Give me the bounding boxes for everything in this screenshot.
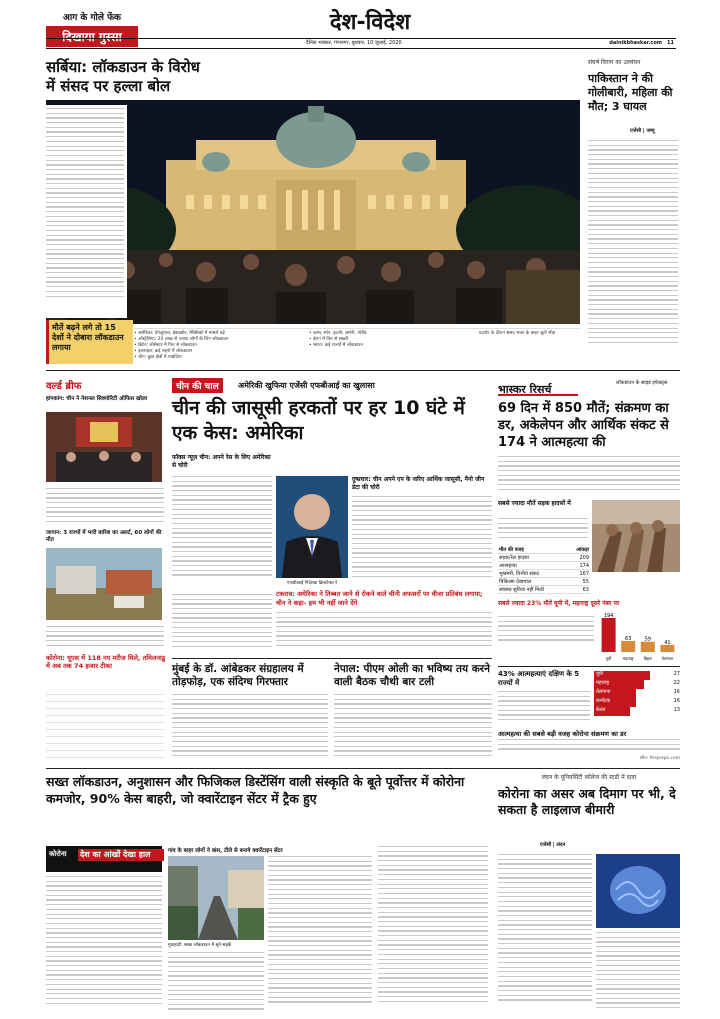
corona-tag-line2: देश का आंखों देखा हाल	[78, 849, 164, 861]
pakistan-byline: एजेंसी | जम्मू	[630, 128, 655, 134]
corona-fear-line: आत्महत्या की सबसे बड़ी वजह कोरोना संक्रमण का डर	[498, 730, 627, 738]
bar-value-label: 41	[664, 639, 671, 646]
suicide-box-title: 43% आत्महत्याएं दक्षिण के 5 राज्यों में	[498, 670, 580, 687]
promo-line1: आग के गोले फेंक	[63, 13, 121, 23]
china-body-col4	[276, 612, 492, 654]
serbia-photo-caption: प्रदर्शन के दौरान संसद भवन के बाहर जुटी भीड़	[479, 331, 556, 336]
guwahati-photo	[168, 856, 264, 940]
pakistan-body-text	[588, 140, 678, 365]
corona-fear-text	[498, 739, 680, 753]
bullet-item: • ऑस्ट्रेलिया: 20 लाख से ज्यादा लोगों के लिए लॉकडाउन	[134, 337, 229, 342]
china-tag: चीन की चाल	[172, 378, 223, 393]
suicide-box-text	[498, 691, 590, 727]
table-cell: 209	[568, 554, 590, 562]
fbi-photo-caption: एफबीआई निदेशक क्रिस्टोफर रे	[286, 581, 338, 586]
list-item: कर्नाटक 16	[594, 698, 680, 707]
bullet-item: • अमेरिका: वेनेजुएला, ईक्वाडोर, मैक्सिको में मामले बढ़े	[134, 331, 225, 336]
china-kicker: अमेरिकी खुफिया एजेंसी एफबीआई का खुलासा	[238, 381, 375, 390]
mumbai-headline: मुंबई के डॉ. आंबेडकर संग्रहालय में तोड़फोड़, एक संदिग्ध गिरफ्तार	[172, 663, 304, 688]
table-cell: 174	[568, 562, 590, 570]
brain-kicker: लंदन के यूनिवर्सिटी कॉलेज की स्टडी में दावा	[541, 774, 637, 781]
mumbai-body-text	[172, 694, 328, 764]
brain-body-col2	[596, 932, 680, 1016]
suicide-state-list	[594, 671, 680, 716]
table-cell: आत्महत्या	[498, 562, 568, 570]
bar-value-label: 63	[625, 635, 632, 642]
nepal-headline: नेपाल: पीएम ओली का भविष्य तय करने वाली बैठक चौथी बार टली	[334, 663, 490, 688]
bar-category-label: यूपी	[605, 656, 612, 661]
research-label: भास्कर रिसर्च	[498, 383, 552, 396]
serbia-body-text	[46, 105, 127, 318]
research-body-text	[498, 456, 680, 496]
table-cell: 55	[568, 578, 590, 586]
hongkong-photo-svg	[46, 412, 162, 482]
serbia-headline: सर्बिया: लॉकडाउन के विरोध में संसद पर हल्ला बोल	[46, 58, 200, 95]
section-divider	[46, 370, 680, 371]
table-row	[498, 578, 590, 586]
brain-byline: एजेंसी | लंदन	[540, 842, 566, 848]
brain-photo-svg	[596, 854, 680, 928]
page-number: 11	[667, 40, 674, 46]
corona-tag-line1: कोरोना	[49, 850, 67, 858]
table-cell: सड़क/रेल हादसा	[498, 554, 568, 562]
promo-line2: दिखाया गुस्सा	[46, 26, 138, 47]
death-cause-table	[498, 546, 590, 594]
list-item: यूपी 27	[594, 671, 680, 680]
corona-india-col4	[378, 846, 488, 1016]
brain-headline: कोरोना का असर अब दिमाग पर भी, दे सकता है लाइलाज बीमारी	[498, 786, 676, 817]
world-brief-item3: कोरोना: यूएस में 118 नए मरीज मिले, तमिलनाडु में अब तक 74 हजार टीका	[46, 654, 166, 670]
table-header-cell: मौत की वजह	[498, 546, 568, 554]
guwahati-photo-svg	[168, 856, 264, 940]
bar-0	[602, 618, 616, 652]
divider	[172, 658, 492, 659]
research-table	[498, 546, 590, 594]
list-item: तेलंगाना 16	[594, 689, 680, 698]
table-row	[498, 570, 590, 578]
corona-india-col3	[268, 856, 372, 1016]
bar-value-label: 59	[644, 636, 651, 643]
fbi-photo-svg	[276, 476, 348, 578]
japan-photo-svg	[46, 548, 162, 620]
corona-india-subhead: गांव के बाहर लोगों ने बांस, टीले से बनाये क्वारेंटाइन सेंटर	[168, 848, 283, 854]
world-brief-item2: जापान: 3 राज्यों में भारी बारिश का अलर्ट, 60 लोगों की मौत	[46, 530, 162, 543]
table-row	[498, 562, 590, 570]
world-brief-item1: हांगकांग: चीन ने नेशनल सिक्योरिटी ऑफिस खोला	[46, 396, 148, 402]
hongkong-photo	[46, 412, 162, 482]
bar-3	[660, 645, 674, 652]
covid-state-table	[46, 688, 164, 760]
world-brief-body2	[46, 626, 164, 650]
table-cell: चिकित्सा देखभाल	[498, 578, 568, 586]
table-cell: 167	[568, 570, 590, 578]
pakistan-headline: पाकिस्तान ने की गोलीबारी, महिला की मौत; 3 घायल	[588, 72, 673, 113]
research-body-text2	[498, 518, 588, 542]
bullet-item: • भारत: कई राज्यों में लॉकडाउन	[309, 343, 363, 348]
serbia-bullets-box	[134, 328, 579, 367]
table-cell: भुखमरी, वित्तीय संकट	[498, 570, 568, 578]
corona-india-headline: सख्त लॉकडाउन, अनुशासन और फिजिकल डिस्टेंसिंग वाली संस्कृति के बूते पूर्वोत्तर में कोरोना कमजोर, 90% केस बाहरी, जो क्वारेंटाइन सेंटर में ट्रैक हुए	[46, 774, 465, 806]
bullet-item: • ईरान में फिर से सख्ती	[309, 337, 349, 342]
hands-photo	[592, 500, 680, 572]
suicide-box	[498, 666, 680, 763]
corona-tag	[46, 846, 162, 872]
serbia-sidebar-text: मौतें बढ़ने लगे तो 15 देशों ने दोबारा लॉकडाउन लगाया	[52, 323, 124, 352]
table-header-cell: आंकड़ा	[568, 546, 590, 554]
dateline: दैनिक भास्कर, गंगानगर, बुधवार, 10 जुलाई, 2020	[306, 40, 402, 46]
table-cell: 63	[568, 586, 590, 594]
bullet-item: • फ्रांस, स्पेन, इटली, जर्मनी, पोलैंड	[309, 331, 367, 336]
world-brief-label: वर्ल्ड ब्रीफ	[46, 381, 82, 392]
china-sub2: दुष्प्रचार: चीन अपने एप के जरिए आर्थिक जासूसी, नैनो जीन डेटा की चोरी	[352, 476, 485, 491]
bar-value-label: 194	[603, 613, 614, 619]
bullet-item: • इजराइल: कई शहरों में लॉकडाउन	[134, 349, 193, 354]
serbia-sidebar-box	[46, 320, 133, 364]
table-cell: स्वास्थ्य सुविधा नहीं मिली	[498, 586, 568, 594]
research-source: स्रोत: thejeeps.com	[639, 756, 680, 761]
china-body-col2	[352, 496, 492, 588]
bar-category-label: महाराष्ट्र	[622, 656, 634, 661]
brain-body-col1	[498, 854, 592, 1016]
research-sub2: सबसे ज्यादा 23% मौतें यूपी में, महाराष्ट्र दूसरे नंबर पर	[498, 600, 620, 607]
china-body-col1	[172, 476, 272, 586]
bullet-item: • चीन: कुछ क्षेत्रों में पाबंदियां	[134, 355, 182, 360]
guwahati-caption: गुवाहाटी: सख्त लॉकडाउन में सूने सड़कें	[168, 943, 232, 948]
research-note: लॉकडाउन के साइड इफेक्ट्स	[616, 380, 668, 386]
bar-2	[641, 642, 655, 652]
table-header-row	[498, 546, 590, 554]
site-url[interactable]: dainikbhaskar.com	[609, 40, 662, 46]
serbia-bullets-col2	[309, 331, 469, 349]
china-sub3: टकराव: अमेरिका ने तिब्बत जाने से रोकने वाले चीनी अफसरों पर वीजा प्रतिबंध लगाया; चीन ने कहा- हम भी नहीं जाने देंगे	[276, 590, 483, 607]
china-headline: चीन की जासूसी हरकतों पर हर 10 घंटे में एक केस: अमेरिका	[172, 397, 465, 444]
world-brief-body1	[46, 488, 164, 528]
research-headline: 69 दिन में 850 मौतें; संक्रमण का डर, अकेलेपन और आर्थिक संकट से 174 ने आत्महत्या की	[498, 401, 669, 450]
bullet-item: • ब्रिटेन: लीसेस्टर में फिर से लॉकडाउन	[134, 343, 197, 348]
research-label-box	[498, 378, 578, 396]
brain-scan-photo	[596, 854, 680, 928]
china-body-col3	[172, 594, 272, 654]
china-sub1: फॉक्स न्यूज़ चीन: अपने रेस के लिए अमेरिका से चोरी	[172, 454, 271, 469]
bar-category-label: बिहार	[643, 656, 652, 661]
research-sub1: सबसे ज्यादा मौतें सड़क हादसों में	[498, 500, 571, 507]
corona-india-col2	[168, 952, 264, 1016]
state-bar-chart	[596, 612, 680, 662]
state-bar-chart-svg	[596, 612, 680, 662]
bar-category-label: तेलंगाना	[661, 656, 674, 661]
masthead-bar	[46, 38, 676, 49]
nepal-body-text	[334, 694, 492, 764]
list-item: केरल 13	[594, 707, 680, 716]
list-item: महाराष्ट्र 22	[594, 680, 680, 689]
fbi-director-photo	[276, 476, 348, 578]
hands-photo-svg	[592, 500, 680, 572]
research-bar-note	[498, 616, 594, 650]
pakistan-kicker: संघर्ष विराम का उल्लंघन	[588, 59, 641, 66]
table-row	[498, 586, 590, 594]
bar-1	[621, 641, 635, 652]
table-row	[498, 554, 590, 562]
serbia-bullets-col1	[134, 331, 304, 361]
corona-india-lede	[46, 876, 162, 1016]
japan-flood-photo	[46, 548, 162, 620]
section-title: देश-विदेश	[329, 10, 411, 35]
divider	[46, 768, 680, 769]
